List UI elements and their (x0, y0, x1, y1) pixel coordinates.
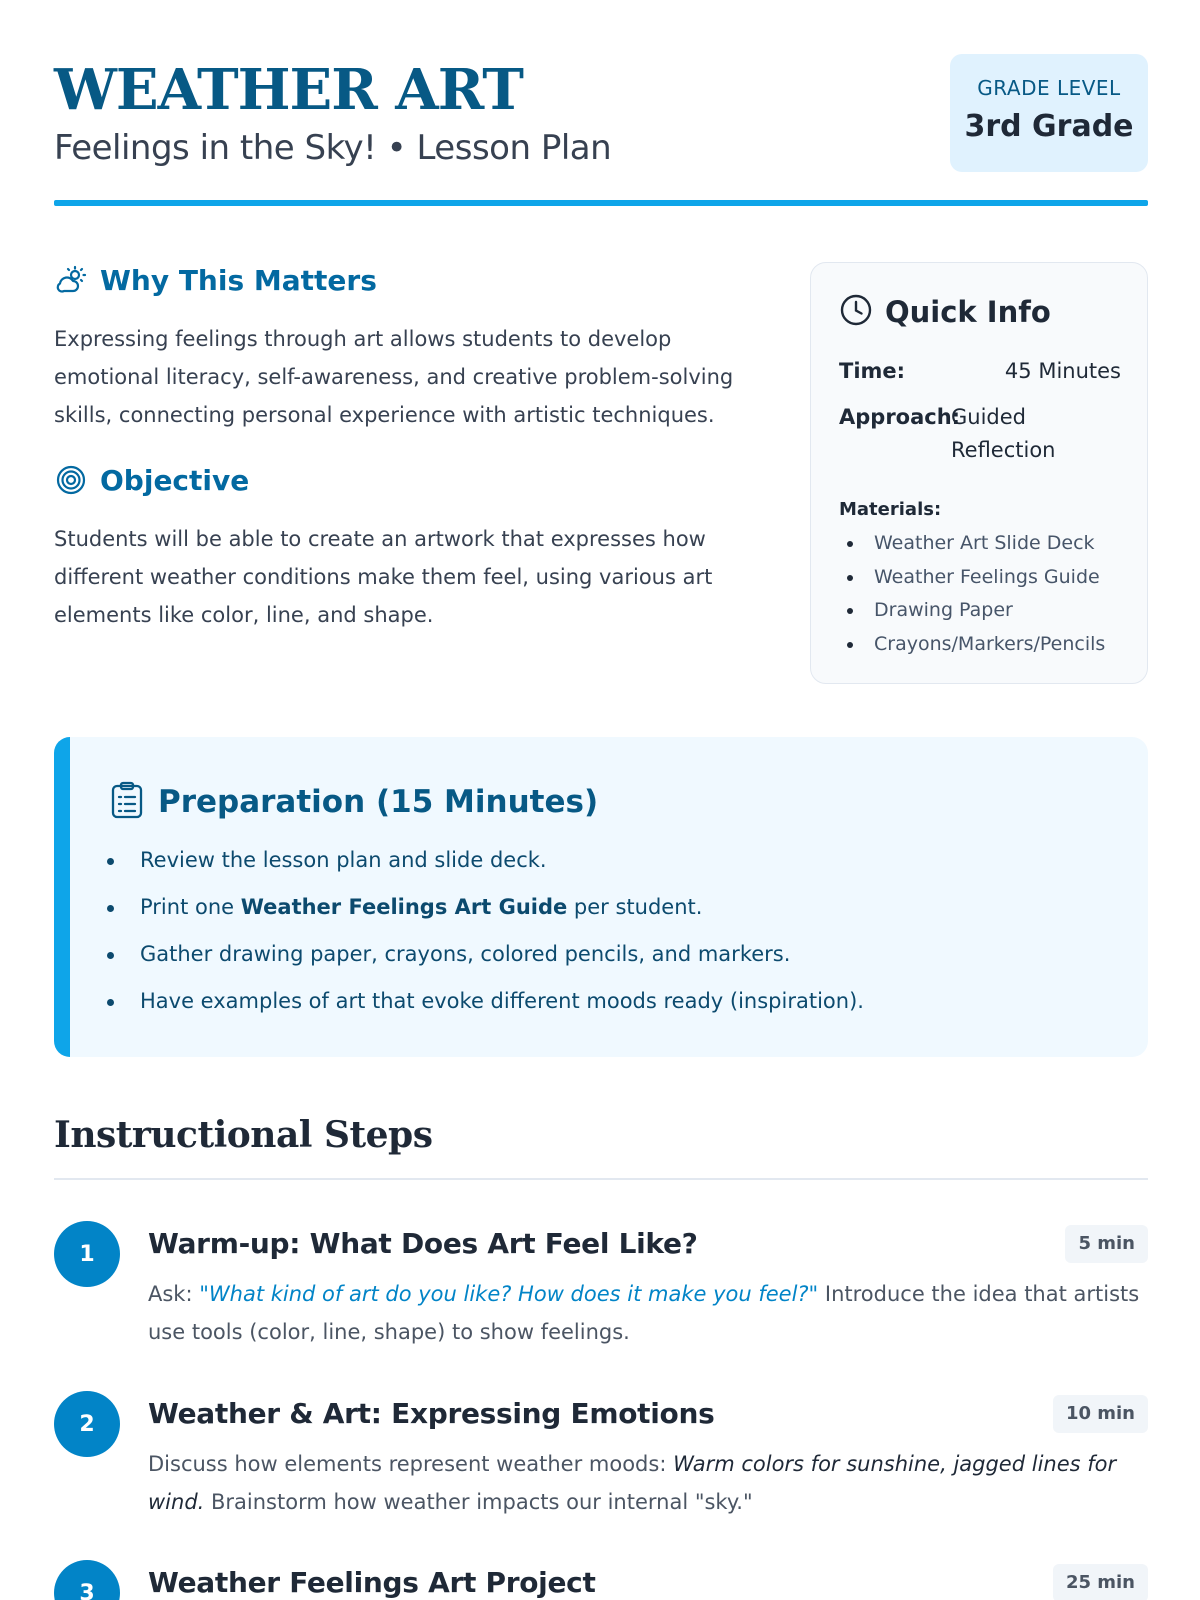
step-duration-badge: 10 min (1053, 1395, 1148, 1433)
material-item: Weather Feelings Guide (839, 561, 1105, 595)
quick-info-heading (839, 293, 1051, 331)
preparation-item: Have examples of art that evoke different moods ready (inspiration). (107, 978, 864, 1025)
step-1 (54, 1221, 1148, 1351)
grade-level-badge (950, 54, 1148, 172)
page-subtitle: Feelings in the Sky! • Lesson Plan (54, 128, 612, 168)
why-title: Why This Matters (100, 263, 377, 297)
page-title: WEATHER ART (54, 57, 523, 123)
approach-row (839, 401, 1121, 471)
step-2 (54, 1391, 1148, 1521)
preparation-item: Print one Weather Feelings Art Guide per student. (107, 884, 864, 931)
preparation-accent-bar (54, 737, 70, 1057)
header (54, 52, 1148, 210)
steps-heading: Instructional Steps (54, 1114, 433, 1156)
preparation-panel (54, 737, 1148, 1057)
header-divider (54, 200, 1148, 206)
steps-divider (54, 1178, 1148, 1180)
time-label: Time: (839, 359, 906, 383)
step-description: Ask: "What kind of art do you like? How does it make you feel?" Introduce the idea that artists use tools (color, line, shape) to show feelings. (148, 1282, 1140, 1344)
grade-level-value: 3rd Grade (964, 109, 1134, 144)
step-number: 2 (54, 1391, 120, 1457)
step-duration-badge: 5 min (1065, 1225, 1148, 1263)
grade-level-label: GRADE LEVEL (977, 76, 1121, 100)
step-title: Weather Feelings Art Project (148, 1566, 596, 1599)
cloud-sun-icon (54, 263, 88, 297)
step-duration-badge: 25 min (1053, 1564, 1148, 1600)
step-number: 3 (54, 1560, 120, 1600)
clock-icon (839, 293, 873, 331)
why-text: Expressing feelings through art allows students to develop emotional literacy, self-awareness, and creative problem-solving skills, connecting personal experience with artistic techniques. (54, 327, 734, 427)
step-3 (54, 1560, 1148, 1600)
preparation-title: Preparation (15 Minutes) (158, 784, 599, 820)
approach-label: Approach: (839, 405, 961, 429)
clipboard-icon (110, 781, 144, 823)
preparation-heading (110, 781, 598, 823)
objective-heading (54, 463, 249, 497)
materials-list (839, 527, 1105, 661)
step-prompt-quote: "What kind of art do you like? How does it make you feel?" (199, 1282, 819, 1306)
materials-label: Materials: (839, 499, 942, 520)
approach-value: Guided Reflection (951, 405, 1056, 462)
step-emphasis: Warm colors for sunshine, jagged lines for wind. (148, 1452, 1117, 1514)
objective-text: Students will be able to create an artwork that expresses how different weather conditions make them feel, using various art elements like color, line, and shape. (54, 527, 713, 627)
preparation-list (107, 837, 864, 1025)
step-number: 1 (54, 1221, 120, 1287)
step-description: Discuss how elements represent weather moods: Warm colors for sunshine, jagged lines for wind. Brainstorm how weather impacts our internal "sky." (148, 1452, 1117, 1514)
preparation-item: Review the lesson plan and slide deck. (107, 837, 864, 884)
material-item: Drawing Paper (839, 594, 1105, 628)
target-icon (54, 463, 88, 497)
preparation-item: Gather drawing paper, crayons, colored pencils, and markers. (107, 931, 864, 978)
time-row (839, 359, 1121, 389)
quick-info-card (810, 262, 1148, 684)
lesson-plan-page (54, 0, 1148, 1600)
step-title: Warm-up: What Does Art Feel Like? (148, 1227, 698, 1260)
guide-name: Weather Feelings Art Guide (240, 895, 568, 919)
step-title: Weather & Art: Expressing Emotions (148, 1397, 715, 1430)
time-value: 45 Minutes (1004, 359, 1121, 383)
why-heading (54, 263, 377, 297)
quick-info-title: Quick Info (885, 295, 1051, 329)
material-item: Weather Art Slide Deck (839, 527, 1105, 561)
objective-title: Objective (100, 463, 250, 497)
material-item: Crayons/Markers/Pencils (839, 628, 1105, 662)
